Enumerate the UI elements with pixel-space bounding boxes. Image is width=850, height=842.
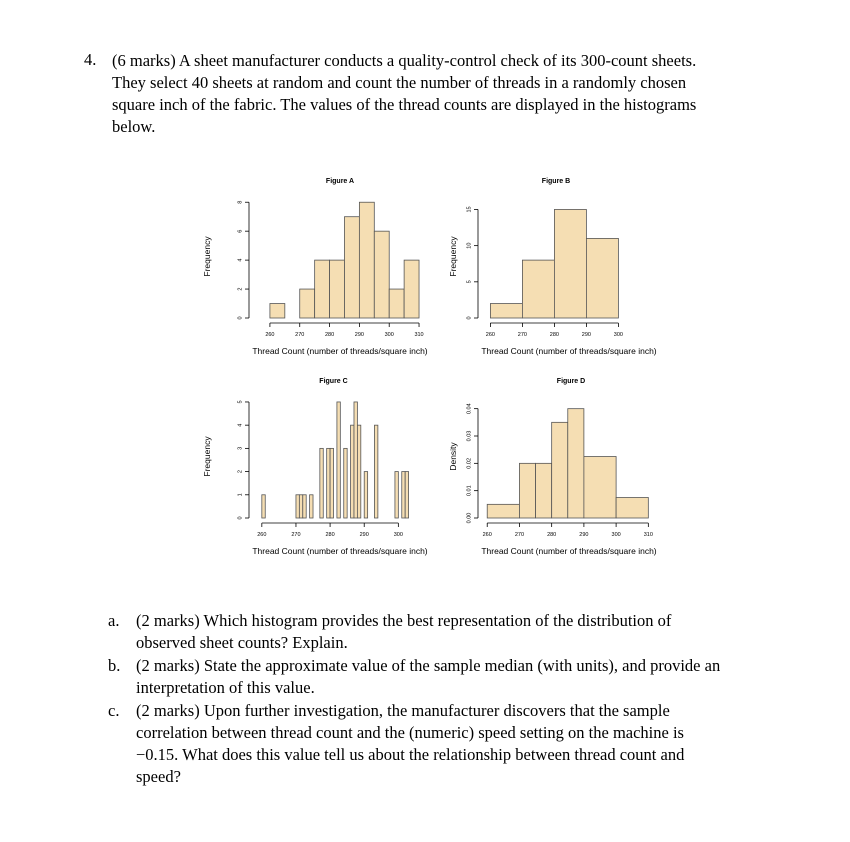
figure-c-x-tick-label: 300 <box>393 532 403 538</box>
figure-d-y-tick-label: 0.04 <box>466 403 473 415</box>
question-number: 4. <box>84 50 97 69</box>
figure-c-bar <box>337 402 340 518</box>
figure-c-bar <box>344 448 347 518</box>
figure-c-y-tick-label: 5 <box>237 400 244 404</box>
figure-b-y-tick-label: 0 <box>466 316 473 320</box>
figure-c-bar <box>405 472 408 518</box>
figure-b-x-tick-label: 260 <box>485 332 495 338</box>
figure-b-y-tick-label: 5 <box>466 280 473 284</box>
part-text-line: observed sheet counts? Explain. <box>136 633 348 652</box>
figure-a-bar <box>330 260 345 318</box>
figure-d-bar <box>616 498 648 519</box>
figure-b-bar <box>522 260 554 318</box>
figure-a-x-tick-label: 270 <box>295 332 305 338</box>
figure-a-bar <box>315 260 330 318</box>
figure-b-x-tick-label: 270 <box>517 332 527 338</box>
figure-c-bar <box>327 448 330 518</box>
figure-a-x-tick-label: 290 <box>354 332 364 338</box>
figure-d-x-tick-label: 310 <box>643 532 653 538</box>
figure-c-y-tick-label: 2 <box>237 470 244 474</box>
figure-a-y-tick-label: 6 <box>237 229 244 233</box>
figure-c-bar <box>395 472 398 518</box>
question-stem-line: below. <box>112 117 156 136</box>
figure-a-x-tick-label: 310 <box>414 332 424 338</box>
question-parts <box>108 610 798 789</box>
figure-b-bar <box>586 238 618 318</box>
figure-d-y-tick-label: 0.02 <box>466 457 473 469</box>
figure-c-y-tick-label: 4 <box>237 423 244 427</box>
figure-c-x-tick-label: 260 <box>257 532 267 538</box>
figure-d-x-tick-label: 280 <box>547 532 557 538</box>
figure-b-y-tick-label: 10 <box>466 242 473 249</box>
figure-c-title: Figure C <box>319 378 348 385</box>
figure-c-bar <box>354 402 357 518</box>
figure-a-bar <box>344 217 359 318</box>
figure-d-bar <box>487 504 519 518</box>
figure-a-bar <box>359 202 374 318</box>
figure-c-bar <box>351 425 354 518</box>
figure-c-bar <box>310 495 313 518</box>
figure-b-x-tick-label: 280 <box>549 332 559 338</box>
figure-d-bar <box>519 463 535 518</box>
figure-c-x-tick-label: 290 <box>359 532 369 538</box>
part-label: b. <box>108 656 121 675</box>
figure-a-y-tick-label: 2 <box>237 287 244 291</box>
figure-a-y-tick-label: 4 <box>237 258 244 262</box>
figure-c-bar <box>320 448 323 518</box>
part-a <box>108 610 798 654</box>
figure-c-bar <box>364 472 367 518</box>
figure-c-bar <box>303 495 306 518</box>
figure-d-x-tick-label: 300 <box>611 532 621 538</box>
figure-a-x-tick-label: 260 <box>265 332 275 338</box>
figure-d-title: Figure D <box>556 378 586 385</box>
figure-b-bar <box>490 304 522 318</box>
figure-b-x-label: Thread Count (number of threads/square inch) <box>481 346 657 356</box>
figure-d-y-tick-label: 0.01 <box>466 485 473 497</box>
figure-d-y-tick-label: 0.03 <box>466 430 473 442</box>
part-text-line: (2 marks) Which histogram provides the best representation of the distribution of <box>136 611 672 630</box>
figure-a-bar <box>389 289 404 318</box>
part-c <box>108 700 798 788</box>
figure-a-title: Figure A <box>325 178 355 185</box>
part-b <box>108 655 798 699</box>
question-stem-line: (6 marks) A sheet manufacturer conducts a quality-control check of its 300-count sheets. <box>112 51 697 70</box>
figure-d-bar <box>536 463 552 518</box>
figure-c-y-tick-label: 3 <box>237 446 244 450</box>
figure-c-y-label: Frequency <box>202 436 212 477</box>
figure-b-bar <box>554 209 586 318</box>
question-stem-line: They select 40 sheets at random and count the number of threads in a randomly chosen <box>112 73 687 92</box>
figure-b-title: Figure B <box>541 178 571 185</box>
figure-c-bar <box>330 448 333 518</box>
figure-c-bar <box>374 425 377 518</box>
figure-c-bar <box>262 495 265 518</box>
part-text-line: speed? <box>136 767 181 786</box>
figure-d-bar <box>552 422 568 518</box>
figure-a-y-label: Frequency <box>202 236 212 277</box>
figure-d-x-tick-label: 270 <box>514 532 525 538</box>
figure-d-x-tick-label: 290 <box>579 532 589 538</box>
figure-c-bar <box>299 495 302 518</box>
figure-a-bar <box>374 231 389 318</box>
figure-a-bar <box>270 304 285 318</box>
figure-c-bar <box>357 425 360 518</box>
figure-c-y-tick-label: 0 <box>237 516 244 520</box>
figure-a-x-label: Thread Count (number of threads/square inch) <box>252 346 428 356</box>
figure-a-bar <box>300 289 315 318</box>
figure-a-y-tick-label: 8 <box>237 200 244 204</box>
figure-c-y-tick-label: 1 <box>237 493 244 497</box>
part-text-line: (2 marks) Upon further investigation, the manufacturer discovers that the sample <box>136 701 670 720</box>
part-text-line: interpretation of this value. <box>136 678 315 697</box>
part-label: a. <box>108 611 120 630</box>
figure-a-y-tick-label: 0 <box>237 316 244 320</box>
figure-b-y-label: Frequency <box>448 236 458 277</box>
figure-a-x-tick-label: 280 <box>324 332 335 338</box>
figure-d-y-label: Density <box>448 442 458 471</box>
figure-c-x-tick-label: 280 <box>325 532 335 538</box>
figure-b-x-tick-label: 300 <box>613 332 623 338</box>
figure-d-x-tick-label: 260 <box>482 532 492 538</box>
figure-c-bar <box>296 495 299 518</box>
figure-a-bar <box>404 260 419 318</box>
figure-c-x-tick-label: 270 <box>291 532 301 538</box>
figure-a-x-tick-label: 300 <box>384 332 394 338</box>
figure-c-x-label: Thread Count (number of threads/square inch) <box>252 546 428 556</box>
part-text-line: −0.15. What does this value tell us about the relationship between thread count and <box>136 745 685 764</box>
figure-c-bar <box>402 472 405 518</box>
part-label: c. <box>108 701 120 720</box>
figure-d-y-tick-label: 0.00 <box>466 512 473 524</box>
part-text-line: correlation between thread count and the (numeric) speed setting on the machine is <box>136 723 684 742</box>
figure-b-x-tick-label: 290 <box>581 332 591 338</box>
figure-d-x-label: Thread Count (number of threads/square inch) <box>481 546 657 556</box>
figure-d-bar <box>568 409 584 518</box>
figure-d-bar <box>584 457 616 519</box>
part-text-line: (2 marks) State the approximate value of the sample median (with units), and provide an <box>136 656 721 675</box>
figure-b-y-tick-label: 15 <box>466 206 473 213</box>
question-stem-line: square inch of the fabric. The values of the thread counts are displayed in the histograms <box>112 95 697 114</box>
